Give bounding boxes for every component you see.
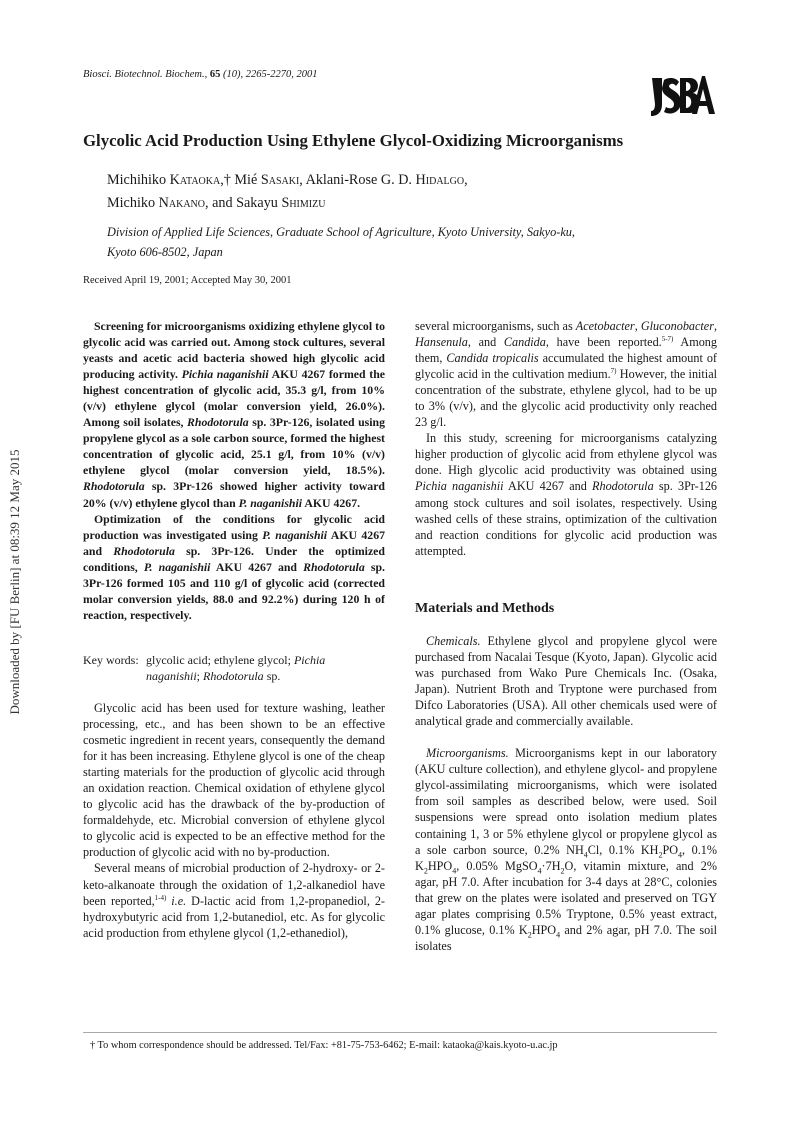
journal-citation: Biosci. Biotechnol. Biochem., 65 (10), 2265-2270, 2001 xyxy=(83,69,318,80)
methods-microorganisms: Microorganisms. Microorganisms kept in our laboratory (AKU culture collection), and ethylene glycol- and propylene glycol-assimilating microorganisms, which were isolated from soil samples as described below, were used. Soil suspensions were spread onto isolation medium plates containing 1, 3 or 5% ethylene glycol or propylene glycol as a sole carbon source, 0.2% $NH_4Cl$, 0.1% $KH_2PO_4$, 0.1% $K_2HPO_4$, 0.05% $MgSO_4\cdot 7H_2O$, vitamin mixture, and 2% agar, pH 7.0. After incubation for 3-4 days at 28°C, colonies that grew on the plates were isolated and preserved on TGY agar plates comprising 0.5% Tryptone, 0.5% yeast extract, 0.1% glucose, 0.1% $K_2HPO_4$ and 2% agar, pH 7.0. The soil isolates xyxy=(415,746,718,953)
footnote: † To whom correspondence should be addressed. Tel/Fax: +81-75-753-6462; E-mail: kataoka@kais.kyoto-u.ac.jp xyxy=(90,1040,558,1051)
keywords-label: Key words: xyxy=(83,653,139,667)
footnote-rule xyxy=(83,1032,717,1033)
author-line-2: Michiko Nakano, and Sakayu Shimizu xyxy=(107,195,326,211)
paper-title: Glycolic Acid Production Using Ethylene Glycol-Oxidizing Microorganisms xyxy=(83,131,624,150)
abstract-paragraph-1: Screening for microorganisms oxidizing ethylene glycol to glycolic acid was carried out. Among stock cultures, several yeasts and acetic acid bacteria showed high glycolic acid producing activity. Pichia naganishii AKU 4267 formed the highest concentration of glycolic acid, 35.3 g/l, from 10% (v/v) ethylene glycol (molar conversion yield, 26.0%). Among soil isolates, Rhodotorula sp. 3Pr-126, isolated using propylene glycol as a sole carbon source, formed the highest concentration of glycolic acid, 25.1 g/l, from 10% (v/v) ethylene glycol (molar conversion yield, 18.5%). Rhodotorula sp. 3Pr-126 showed higher activity toward 20% (v/v) ethylene glycol than P. naganishii AKU 4267. xyxy=(83,319,386,510)
methods-chemicals: Chemicals. Ethylene glycol and propylene glycol were purchased from Nacalai Tesque (Kyoto, Japan). Glycolic acid was purchased from Wako Pure Chemicals Inc. (Osaka, Japan). Nutrient Broth and Tryptone were purchased from Difco Laboratories (USA). All other chemicals used were of analytical grade and commercially available. xyxy=(415,634,717,729)
section-heading: Materials and Methods xyxy=(415,601,555,616)
intro-paragraph-4: In this study, screening for microorganisms catalyzing higher production of glycolic acid from ethylene glycol was done. High glycolic acid productivity was obtained using Pichia naganishii AKU 4267 and Rhodotorula sp. 3Pr-126 among stock cultures and soil isolates, respectively. Using washed cells of these strains, optimization of the cultivation and reaction conditions for glycolic acid production was attempted. xyxy=(415,431,718,558)
keywords: Key words: glycolic acid; ethylene glycol; Pichia naganishii; Rhodotorula sp. xyxy=(83,653,326,684)
introduction xyxy=(83,700,385,941)
methods xyxy=(415,633,717,954)
download-watermark: Downloaded by [FU Berlin] at 08:39 12 May 2015 xyxy=(7,448,22,715)
jsba-logo xyxy=(650,72,716,118)
intro-paragraph-3: several microorganisms, such as Acetobacter, Gluconobacter, Hansenula, and Candida, have been reported.$^{5-7)}$ Among them, Candida tropicalis accumulated the highest amount of glycolic acid in the cultivation medium.$^{7)}$ However, the initial concentration of the substrate, ethylene glycol, had to be up to 3% (v/v), and the glycolic acid productivity only reached 23 g/l. xyxy=(415,319,717,430)
introduction-continued xyxy=(415,318,717,559)
affiliation: Division of Applied Life Sciences, Graduate School of Agriculture, Kyoto University, Sakyo-ku, Kyoto 606-8502, Japan xyxy=(107,225,575,259)
intro-paragraph-2: Several means of microbial production of 2-hydroxy- or 2-keto-alkanoate through the oxidation of 1,2-alkanediol have been reported,$^{1-4)}$ i.e. D-lactic acid from 1,2-propanediol, 2-hydroxybutyric acid from 1,2-butanediol, etc. As for glycolic acid production from ethylene glycol (1,2-ethanediol), xyxy=(83,861,385,940)
author-list xyxy=(107,169,727,215)
author-line-1: Michihiko Kataoka,† Mié Sasaki, Aklani-Rose G. D. Hidalgo, xyxy=(107,172,468,188)
abstract xyxy=(83,318,385,623)
intro-paragraph-1: Glycolic acid has been used for texture washing, leather processing, etc., and has been shown to be an effective cosmetic ingredient in recent years, consequently the demand for it has been increasing. Ethylene glycol is one of the cheap starting materials for the production of glycolic acid through an oxidation reaction. Chemical oxidation of ethylene glycol to glycolic acid has the drawback of the by-production of formaldehyde, etc. Microbial conversion of ethylene glycol to glycolic acid is expected to be an effective method for the production of glycolic acid with no by-production. xyxy=(83,701,385,860)
received-dates: Received April 19, 2001; Accepted May 30, 2001 xyxy=(83,275,292,286)
abstract-paragraph-2: Optimization of the conditions for glycolic acid production was investigated using P. naganishii AKU 4267 and Rhodotorula sp. 3Pr-126. Under the optimized conditions, P. naganishii AKU 4267 and Rhodotorula sp. 3Pr-126 formed 105 and 110 g/l of glycolic acid (corrected molar conversion yields, 88.0 and 92.2%) during 120 h of reaction, respectively. xyxy=(83,511,385,622)
